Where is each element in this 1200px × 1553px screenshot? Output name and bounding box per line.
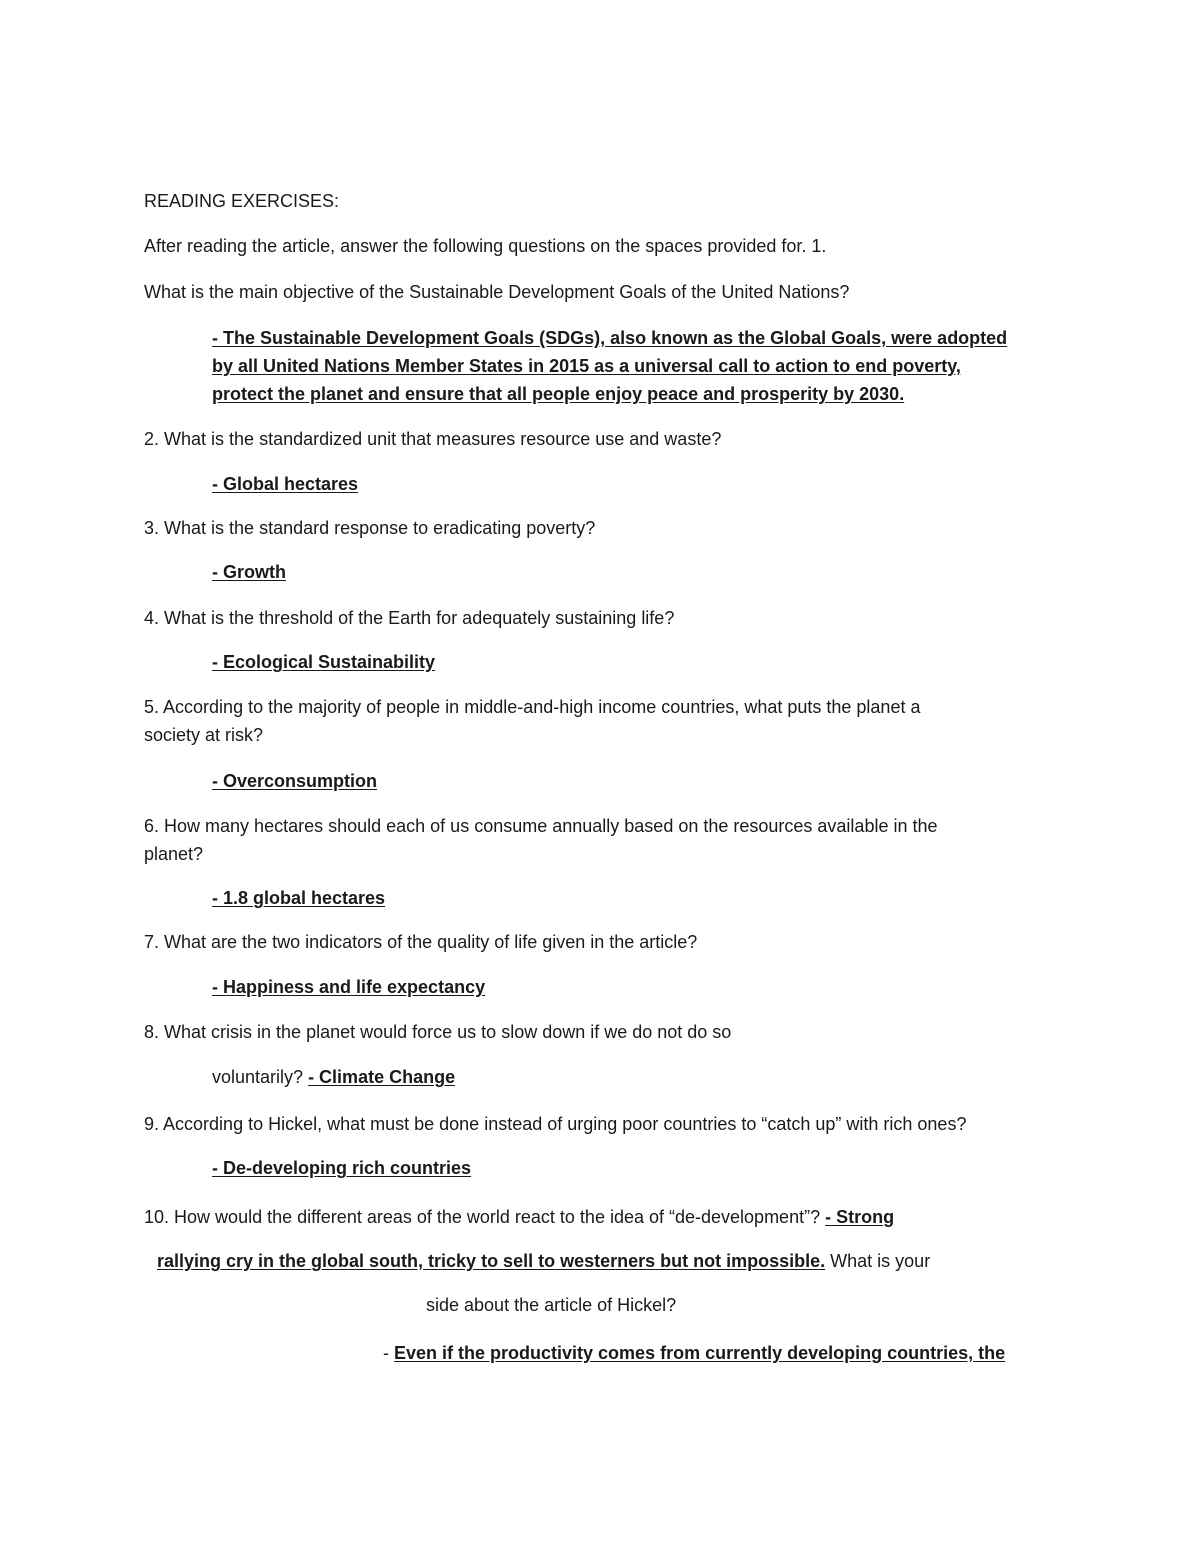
question-number: 7. bbox=[144, 932, 160, 952]
question-7 bbox=[144, 931, 697, 953]
answer-9: - De-developing rich countries bbox=[212, 1158, 472, 1178]
answer-1-line-2: by all United Nations Member States in 2015 as a universal call to action to end poverty, bbox=[212, 356, 961, 376]
question-8-line-2 bbox=[212, 1066, 455, 1088]
answer-2: - Global hectares bbox=[212, 474, 359, 494]
question-5-line-1 bbox=[144, 696, 920, 718]
heading: READING EXERCISES: bbox=[144, 191, 340, 211]
question-number: 8. bbox=[144, 1022, 160, 1042]
final-answer-line bbox=[383, 1342, 1005, 1364]
question-text: According to Hickel, what must be done instead of urging poor countries to “catch up” with rich ones? bbox=[163, 1114, 967, 1134]
question-text: According to the majority of people in middle-and-high income countries, what puts the planet a bbox=[163, 697, 921, 717]
question-10-line-1 bbox=[144, 1206, 894, 1228]
question-text: What is the threshold of the Earth for adequately sustaining life? bbox=[164, 608, 675, 628]
answer-6: - 1.8 global hectares bbox=[212, 888, 386, 908]
answer-3: - Growth bbox=[212, 562, 286, 582]
question-number: 10. bbox=[144, 1207, 170, 1227]
instructions: After reading the article, answer the following questions on the spaces provided for. 1. bbox=[144, 236, 827, 256]
answer-10-part-1: - Strong bbox=[825, 1207, 895, 1227]
question-text: How would the different areas of the world react to the idea of “de-development”? bbox=[174, 1207, 821, 1227]
question-3 bbox=[144, 517, 595, 539]
question-5-line-2: society at risk? bbox=[144, 725, 264, 745]
question-9 bbox=[144, 1113, 966, 1135]
answer-10-part-2: rallying cry in the global south, tricky to sell to westerners but not impossible. bbox=[157, 1251, 826, 1271]
question-number: 4. bbox=[144, 608, 160, 628]
final-answer: Even if the productivity comes from currently developing countries, the bbox=[394, 1343, 1006, 1363]
answer-4: - Ecological Sustainability bbox=[212, 652, 436, 672]
question-1: What is the main objective of the Sustainable Development Goals of the United Nations? bbox=[144, 282, 850, 302]
question-6-line-1 bbox=[144, 815, 938, 837]
answer-1-line-1: - The Sustainable Development Goals (SDGs), also known as the Global Goals, were adopted bbox=[212, 328, 1008, 348]
followup-question-part-2: side about the article of Hickel? bbox=[426, 1295, 677, 1315]
question-text: What is the standardized unit that measures resource use and waste? bbox=[164, 429, 722, 449]
question-number: 6. bbox=[144, 816, 160, 836]
question-number: 3. bbox=[144, 518, 160, 538]
question-number: 2. bbox=[144, 429, 160, 449]
question-4 bbox=[144, 607, 674, 629]
answer-8: - Climate Change bbox=[308, 1067, 456, 1087]
answer-5: - Overconsumption bbox=[212, 771, 378, 791]
question-2 bbox=[144, 428, 721, 450]
final-answer-dash: - bbox=[383, 1343, 389, 1363]
question-text: What crisis in the planet would force us to slow down if we do not do so bbox=[164, 1022, 732, 1042]
question-number: 5. bbox=[144, 697, 160, 717]
answer-1-line-3: protect the planet and ensure that all people enjoy peace and prosperity by 2030. bbox=[212, 384, 905, 404]
followup-question-part-1: What is your bbox=[830, 1251, 931, 1271]
question-text: voluntarily? bbox=[212, 1067, 304, 1087]
question-8-line-1 bbox=[144, 1021, 731, 1043]
question-6-line-2: planet? bbox=[144, 844, 204, 864]
question-text: What are the two indicators of the quality of life given in the article? bbox=[164, 932, 698, 952]
question-number: 9. bbox=[144, 1114, 160, 1134]
question-10-line-2 bbox=[157, 1250, 930, 1272]
question-text: How many hectares should each of us consume annually based on the resources available in the bbox=[164, 816, 938, 836]
question-text: What is the standard response to eradicating poverty? bbox=[164, 518, 596, 538]
answer-7: - Happiness and life expectancy bbox=[212, 977, 486, 997]
